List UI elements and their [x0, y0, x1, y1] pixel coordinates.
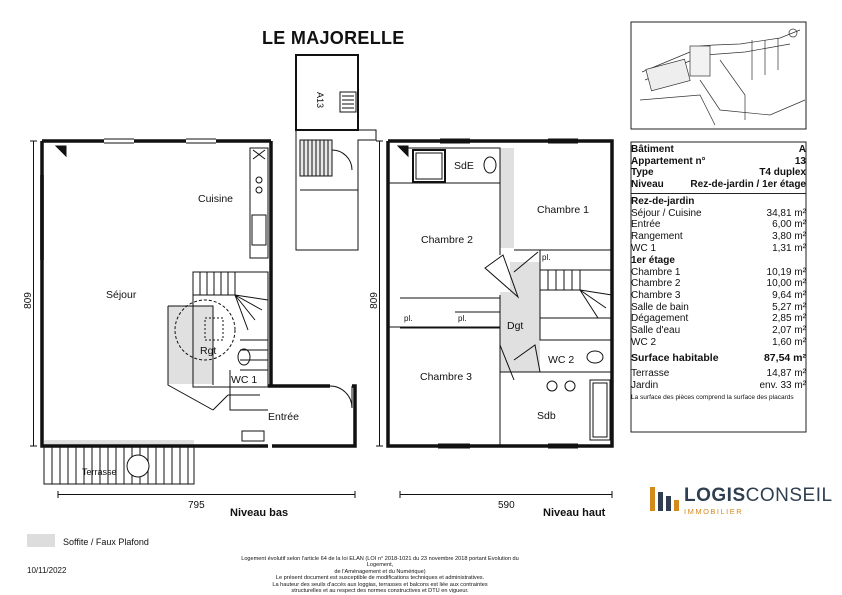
footer-line: Logement évolutif selon l'article 64 de la loi ELAN (LOI n° 2018-1021 du 23 novembre 2018 portant Evolution du Logement,: [241, 556, 519, 569]
apartment-info-panel: [631, 144, 806, 401]
area-label: WC 1: [631, 242, 656, 254]
area-label: Chambre 2: [631, 278, 681, 290]
niveau-value: Rez-de-jardin / 1er étage: [690, 179, 806, 191]
logo-subtitle: IMMOBILIER: [684, 507, 744, 516]
area-label: Salle d'eau: [631, 324, 681, 336]
soffit-swatch: [27, 534, 55, 547]
placard-label: pl.: [458, 314, 467, 323]
type-value: T4 duplex: [759, 167, 806, 179]
area-value: 1,31 m²: [772, 242, 806, 254]
room-sdb: Sdb: [537, 410, 556, 422]
area-label: Dégagement: [631, 313, 689, 325]
dim-high-width: 590: [498, 500, 515, 511]
area-label: Salle de bain: [631, 301, 689, 313]
room-sde: SdE: [454, 160, 474, 172]
area-label: Chambre 3: [631, 289, 681, 301]
area-value: 34,81 m²: [766, 207, 806, 219]
terrasse-label: Terrasse: [631, 368, 670, 380]
surface-note: La surface des pièces comprend la surface des placards: [631, 393, 794, 401]
area-value: 5,27 m²: [772, 301, 806, 313]
area-value: 1,60 m²: [772, 336, 806, 348]
area-value: 2,85 m²: [772, 313, 806, 325]
placard-label: pl.: [542, 253, 551, 262]
terrasse-value: 14,87 m²: [766, 368, 806, 380]
footer-line: structurelles et au respect des normes constructives et DTU en vigueur.: [291, 588, 469, 595]
type-label: Type: [631, 167, 654, 179]
soffit-legend: Soffite / Faux Plafond: [63, 537, 149, 547]
footer-line: Le présent document est susceptible de modifications techniques et administratives.: [275, 575, 485, 582]
etage-title: 1er étage: [631, 254, 675, 266]
area-value: 10,00 m²: [766, 278, 806, 290]
appartement-label: Appartement n°: [631, 155, 706, 167]
room-cuisine: Cuisine: [198, 193, 234, 205]
room-rgt: Rgt: [200, 345, 217, 357]
dim-low-width: 795: [188, 500, 205, 511]
area-label: WC 2: [631, 336, 656, 348]
area-value: 3,80 m²: [772, 231, 806, 243]
appartement-value: 13: [794, 155, 806, 167]
logo-wordmark: [684, 485, 833, 507]
logo-mark: [650, 487, 679, 511]
placard-label: pl.: [404, 314, 413, 323]
room-chambre1: Chambre 1: [537, 204, 589, 216]
area-value: 10,19 m²: [766, 266, 806, 278]
area-label: Séjour / Cuisine: [631, 207, 702, 219]
batiment-value: A: [798, 144, 806, 155]
room-sejour: Séjour: [106, 289, 137, 301]
legal-footer: [230, 556, 530, 594]
logo-bold: LOGIS: [684, 485, 746, 506]
room-wc1: WC 1: [231, 374, 258, 386]
area-value: 6,00 m²: [772, 219, 806, 231]
footer-line: de l'Aménagement et du Numérique): [334, 568, 426, 575]
area-value: 9,64 m²: [772, 289, 806, 301]
rdj-title: Rez-de-jardin: [631, 195, 695, 207]
niveau-label: Niveau: [631, 179, 664, 191]
surface-label: Surface habitable: [631, 352, 719, 365]
walls-low: [42, 141, 355, 446]
dim-high-height: 809: [368, 292, 380, 309]
room-wc2: WC 2: [548, 354, 575, 366]
key-plan-map: [640, 29, 805, 125]
room-chambre3: Chambre 3: [420, 371, 472, 383]
jardin-value: env. 33 m²: [759, 380, 806, 391]
batiment-label: Bâtiment: [631, 144, 674, 155]
room-terrasse: Terrasse: [82, 467, 117, 477]
surface-value: 87,54 m²: [763, 352, 806, 365]
area-value: 2,07 m²: [772, 324, 806, 336]
level-low-label: Niveau bas: [230, 507, 289, 519]
room-dgt: Dgt: [507, 320, 524, 332]
room-entree: Entrée: [268, 411, 299, 423]
level-high-label: Niveau haut: [543, 507, 606, 519]
document-date: 10/11/2022: [27, 566, 67, 575]
jardin-label: Jardin: [631, 380, 659, 391]
room-chambre2: Chambre 2: [421, 234, 473, 246]
stairwell-a13: [296, 55, 376, 250]
area-label: Chambre 1: [631, 266, 681, 278]
footer-line: La hauteur des seuils d'accès aux loggias, terrasses et balcons est liée aux contraintes: [272, 581, 488, 588]
page-title: LE MAJORELLE: [262, 28, 405, 48]
area-label: Entrée: [631, 219, 661, 231]
logo-light: CONSEIL: [745, 485, 833, 506]
stairwell-label: A13: [315, 91, 326, 109]
area-label: Rangement: [631, 231, 683, 243]
dim-low-height: 809: [22, 292, 34, 309]
